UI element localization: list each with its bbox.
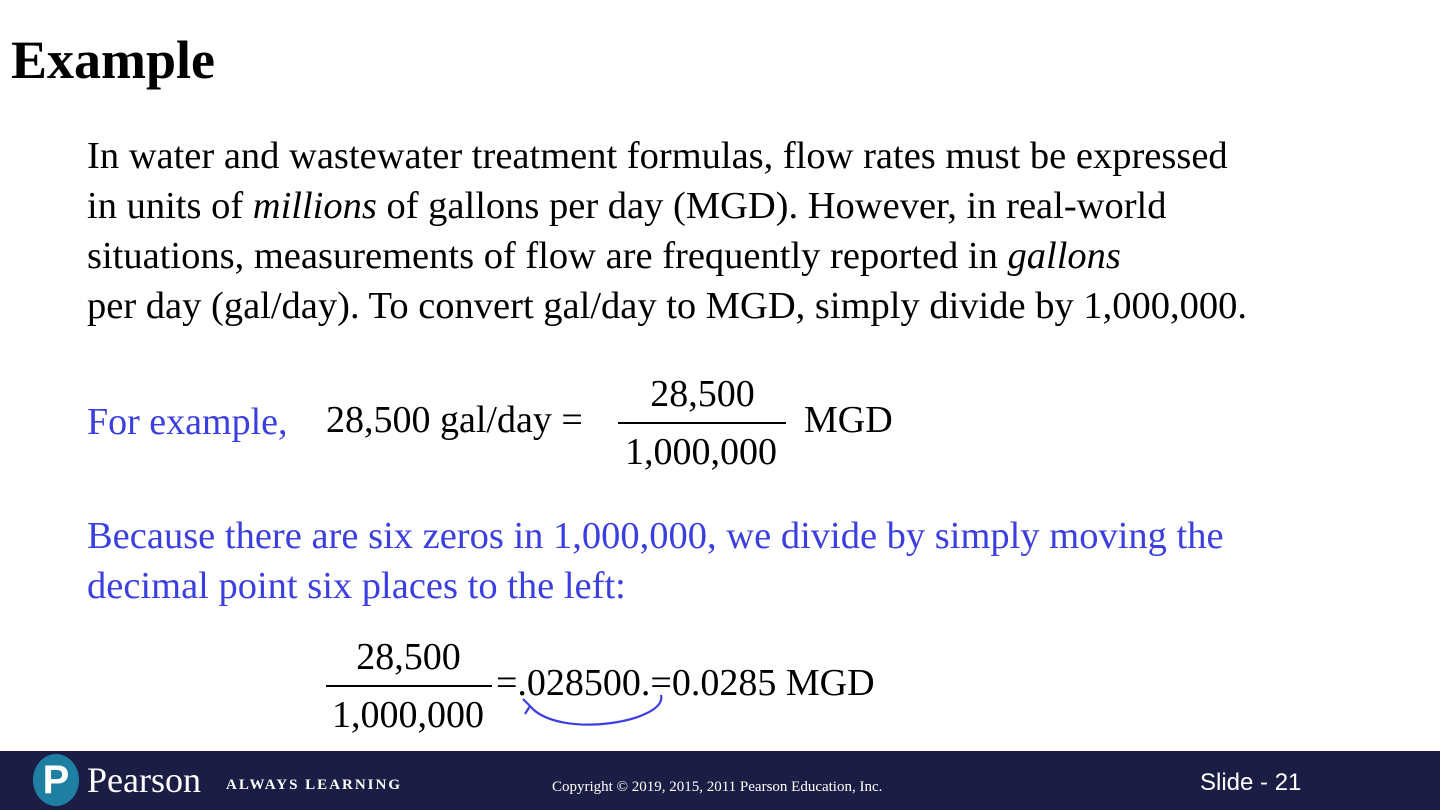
example-denominator: 1,000,000	[625, 431, 777, 473]
intro-line-3	[87, 231, 1387, 281]
brand-name: Pearson	[87, 760, 201, 800]
logo-letter: P	[42, 758, 70, 802]
intro-paragraph	[87, 131, 1387, 331]
decimal-shift-arrow-icon	[518, 690, 668, 736]
intro-line-3-start: situations, measurements of flow are frequently reported in	[87, 235, 1008, 277]
example-lhs: 28,500 gal/day =	[326, 399, 583, 441]
conversion-numerator: 28,500	[356, 636, 461, 678]
tagline: ALWAYS LEARNING	[226, 777, 403, 793]
conversion-fraction-bar	[326, 685, 492, 687]
pearson-logo-icon	[33, 754, 79, 806]
conversion-result: =.028500.=0.0285 MGD	[496, 662, 875, 704]
explanation-line-2: decimal point six places to the left:	[87, 565, 626, 607]
intro-line-2	[87, 181, 1387, 231]
explanation-text	[87, 511, 1224, 611]
intro-line-4: per day (gal/day). To convert gal/day to MGD, simply divide by 1,000,000.	[87, 285, 1247, 327]
emphasis-gallons: gallons	[1007, 235, 1121, 277]
explanation-line-1: Because there are six zeros in 1,000,000, we divide by simply moving the	[87, 515, 1224, 557]
slide-number: Slide - 21	[1200, 769, 1302, 796]
example-numerator: 28,500	[650, 373, 755, 415]
footer-bar	[0, 751, 1440, 810]
example-unit: MGD	[804, 399, 893, 441]
emphasis-millions: millions	[252, 185, 377, 227]
intro-line-2-start: in units of	[87, 185, 253, 227]
intro-line-2-end: of gallons per day (MGD). However, in real-world	[376, 185, 1167, 227]
slide-title: Example	[11, 30, 216, 90]
intro-line-1: In water and wastewater treatment formulas, flow rates must be expressed	[87, 135, 1228, 177]
copyright-text: Copyright © 2019, 2015, 2011 Pearson Education, Inc.	[552, 779, 883, 795]
example-fraction-bar	[618, 422, 786, 424]
conversion-denominator: 1,000,000	[332, 694, 484, 736]
example-label: For example,	[87, 401, 288, 443]
